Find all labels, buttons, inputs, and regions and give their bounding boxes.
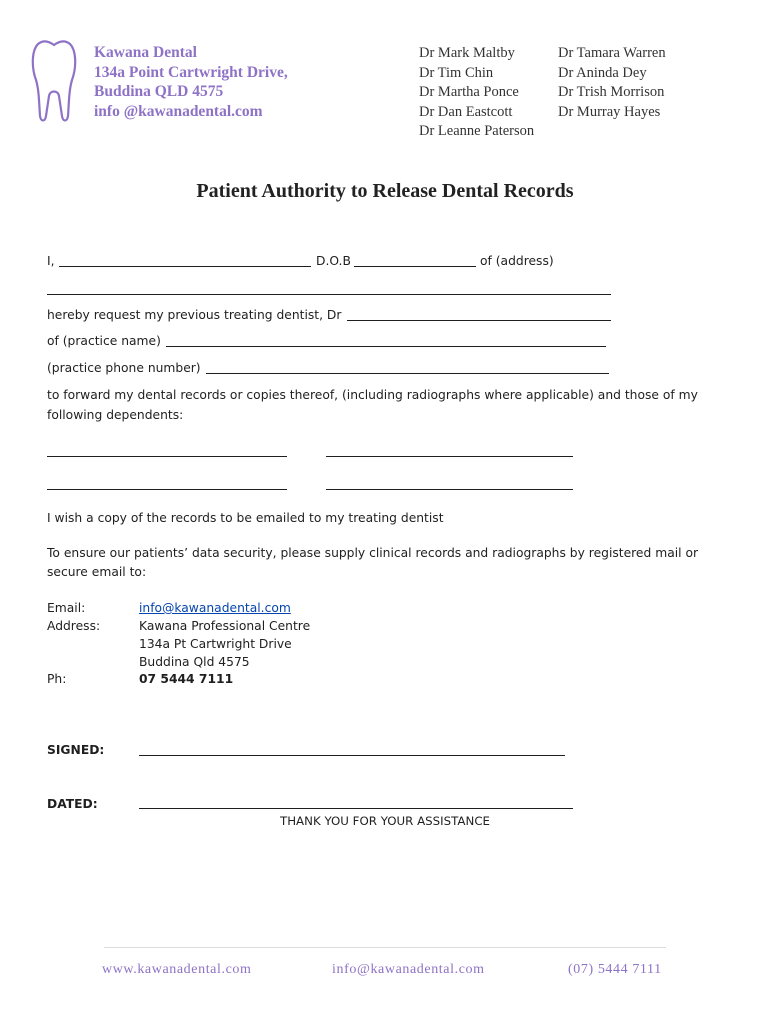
doctors-list-column-1 [419, 44, 534, 142]
doctors-list-column-2 [558, 44, 666, 122]
thank-you-note: THANK YOU FOR YOUR ASSISTANCE [279, 814, 491, 828]
name-label: I, [47, 254, 55, 268]
tooth-logo-icon [30, 38, 78, 124]
practice-name-field[interactable] [166, 346, 606, 347]
practice-name-label: of (practice name) [47, 334, 161, 348]
footer-divider [104, 947, 666, 948]
name-field[interactable] [59, 266, 311, 267]
footer-website[interactable]: www.kawanadental.com [102, 962, 252, 977]
doctor-name: Dr Tamara Warren [558, 45, 666, 61]
contact-address-label: Address: [47, 619, 101, 633]
forward-text-line2: following dependents: [47, 408, 184, 422]
page-title: Patient Authority to Release Dental Records [196, 180, 574, 202]
doctor-name: Dr Leanne Paterson [419, 123, 535, 139]
doctor-name: Dr Dan Eastcott [419, 103, 513, 120]
contact-phone-label: Ph: [47, 672, 67, 686]
doctor-name: Dr Trish Morrison [558, 84, 665, 100]
dependent-field-4[interactable] [326, 489, 573, 490]
dentist-name-field[interactable] [347, 320, 611, 321]
contact-address-line: Buddina Qld 4575 [139, 655, 250, 669]
email-copy-text: I wish a copy of the records to be emailed to my treating dentist [47, 511, 444, 525]
date-field[interactable] [139, 808, 573, 809]
dated-label: DATED: [47, 797, 98, 811]
security-text-line1: To ensure our patients’ data security, please supply clinical records and radiographs by registered mail or [47, 546, 699, 560]
footer-phone: (07) 5444 7111 [568, 962, 662, 977]
dependent-field-3[interactable] [47, 489, 287, 490]
practice-phone-label: (practice phone number) [47, 361, 201, 375]
doctor-name: Dr Mark Maltby [419, 45, 515, 61]
address-field[interactable] [47, 294, 611, 295]
doctor-name: Dr Martha Ponce [419, 84, 519, 100]
forward-text-line1: to forward my dental records or copies thereof, (including radiographs where applicable) and those of my [47, 388, 698, 402]
security-text-line2: secure email to: [47, 565, 147, 579]
doctor-name: Dr Tim Chin [419, 64, 494, 81]
clinic-details [94, 43, 288, 121]
doctor-name: Dr Murray Hayes [558, 103, 661, 120]
clinic-address-line2: Buddina QLD 4575 [94, 83, 224, 100]
contact-email-label: Email: [47, 601, 86, 615]
clinic-address-line1: 134a Point Cartwright Drive, [94, 63, 288, 81]
signature-field[interactable] [139, 755, 565, 756]
contact-email-link[interactable]: info@kawanadental.com [139, 601, 291, 615]
request-text: hereby request my previous treating dentist, Dr [47, 308, 342, 322]
contact-address-line: Kawana Professional Centre [139, 619, 311, 633]
address-label: of (address) [480, 254, 554, 268]
dependent-field-1[interactable] [47, 456, 287, 457]
contact-phone-value: 07 5444 7111 [139, 672, 234, 686]
practice-phone-field[interactable] [206, 373, 609, 374]
clinic-email: info @kawanadental.com [94, 102, 263, 120]
dob-field[interactable] [354, 266, 476, 267]
footer-email[interactable]: info@kawanadental.com [332, 962, 485, 977]
dependent-field-2[interactable] [326, 456, 573, 457]
contact-address-line: 134a Pt Cartwright Drive [139, 637, 292, 651]
clinic-name: Kawana Dental [94, 44, 197, 61]
dob-label: D.O.B [316, 254, 351, 268]
doctor-name: Dr Aninda Dey [558, 64, 647, 81]
signed-label: SIGNED: [47, 743, 105, 757]
